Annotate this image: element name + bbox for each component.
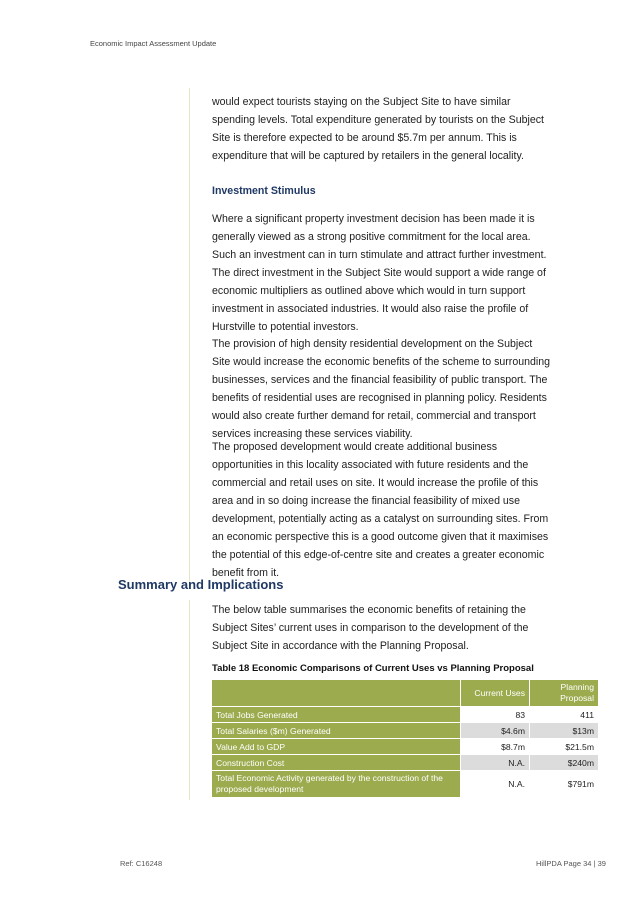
cell-current: N.A. — [508, 779, 525, 789]
header-current-uses: Current Uses — [461, 680, 529, 706]
cell-current: 83 — [515, 709, 525, 720]
row-label: Value Add to GDP — [212, 739, 460, 754]
table-row — [212, 707, 598, 722]
paragraph: The proposed development would create additional business opportunities in this locality associated with future residents and the commercial and retail uses on site. It would increase the profile of this area and in so doing increase the financial feasibility of mixed use development, potentially acting as a catalyst on surrounding sites. From an economic perspective this is a good outcome given that it maximises the potential of this edge-of-centre site and creates a greater economic benefit from it. — [212, 441, 549, 579]
comparison-table — [211, 679, 599, 798]
table-row — [212, 755, 598, 770]
table-row — [212, 739, 598, 754]
margin-rule — [189, 88, 190, 583]
table-row — [212, 771, 598, 797]
table-caption: Table 18 Economic Comparisons of Current Uses vs Planning Proposal — [212, 663, 534, 674]
header-blank — [212, 680, 460, 706]
cell-current: N.A. — [461, 755, 529, 770]
row-label: Construction Cost — [212, 755, 460, 770]
row-label: Total Salaries ($m) Generated — [212, 723, 460, 738]
table-header-row — [212, 680, 598, 706]
cell-current: $8.7m — [501, 741, 525, 752]
cell-proposal: $21.5m — [565, 741, 594, 752]
paragraph: would expect tourists staying on the Subject Site to have similar spending levels. Total expenditure generated by tourists on the Subject Site is therefore expected to be around $5.7m per annum. This is expenditure that will be captured by retailers in the general locality. — [212, 96, 544, 162]
row-label: Total Economic Activity generated by the construction of the proposed development — [212, 771, 460, 797]
paragraph: The provision of high density residential development on the Subject Site would increase the economic benefits of the scheme to surrounding businesses, services and the financial feasibility of public transport. The benefits of residential uses are recognised in planning policy. Residents would also create further demand for retail, commercial and transport services increasing these services viability. — [212, 338, 551, 440]
row-label: Total Jobs Generated — [212, 707, 460, 722]
document-header: Economic Impact Assessment Update — [90, 39, 217, 48]
margin-rule — [189, 600, 190, 800]
cell-proposal: $13m — [530, 723, 598, 738]
cell-proposal: 411 — [580, 709, 594, 720]
footer-page-number: HillPDA Page 34 | 39 — [536, 859, 606, 868]
cell-proposal: $240m — [530, 755, 598, 770]
cell-proposal: $791m — [567, 779, 594, 789]
paragraph: The below table summarises the economic benefits of retaining the Subject Sites’ current uses in comparison to the development of the Subject Site in accordance with the Planning Proposal. — [212, 604, 529, 652]
table-row — [212, 723, 598, 738]
section-heading: Summary and Implications — [118, 577, 284, 592]
subheading: Investment Stimulus — [212, 185, 316, 197]
footer-ref: Ref: C16248 — [120, 859, 163, 868]
header-planning-proposal: Planning Proposal — [530, 680, 598, 706]
cell-current: $4.6m — [461, 723, 529, 738]
paragraph: Where a significant property investment decision has been made it is generally viewed as a strong positive commitment for the local area. Such an investment can in turn stimulate and attract further investment. The direct investment in the Subject Site would support a wide range of economic multipliers as outlined above which would in turn support investment in associated industries. It would also raise the profile of Hurstville to potential investors. — [212, 213, 547, 333]
